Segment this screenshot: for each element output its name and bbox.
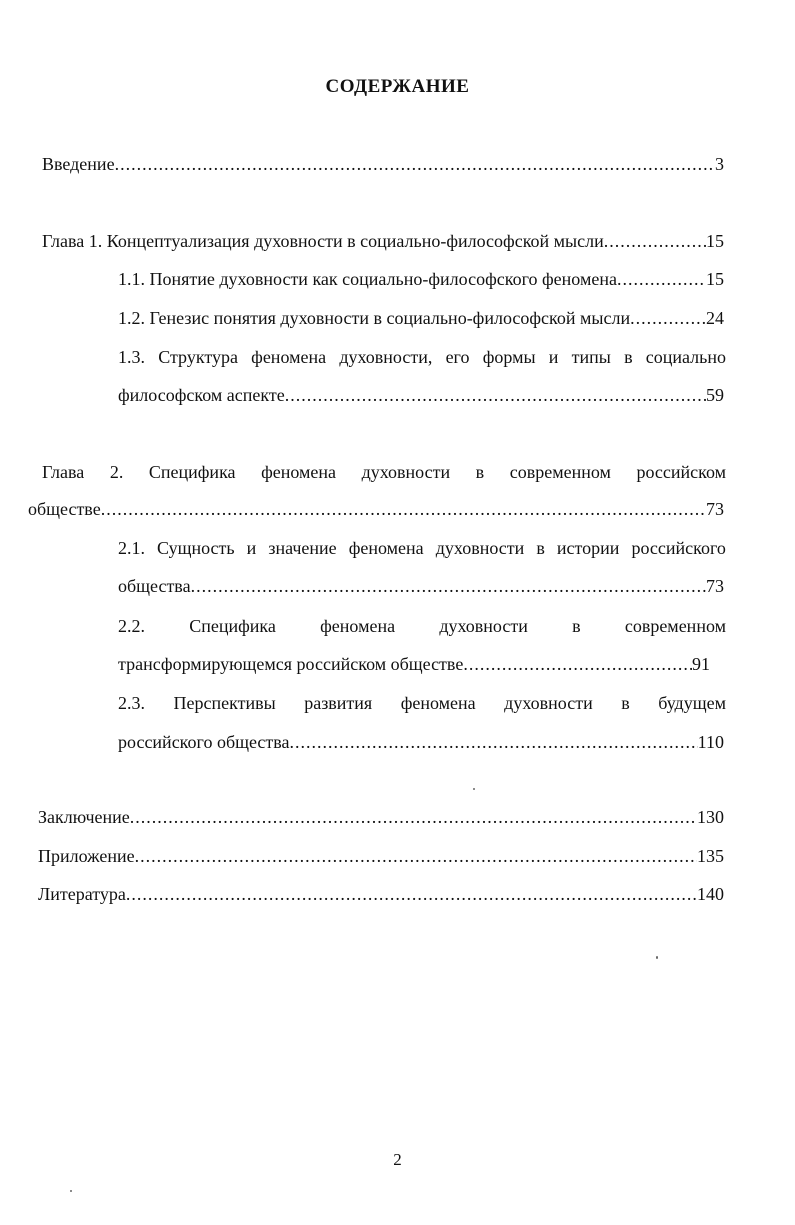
toc-page: 59 xyxy=(706,385,724,405)
toc-entry-section-2-1-line-2 xyxy=(118,574,724,598)
toc-entry-section-1-3-line-2 xyxy=(118,383,724,407)
word: Сущность xyxy=(157,538,235,558)
dot-leader xyxy=(130,805,697,829)
toc-entry-section-2-1-line-1 xyxy=(118,536,726,560)
word: социально xyxy=(645,347,726,367)
toc-page: 135 xyxy=(697,846,724,866)
toc-label: 1.1. Понятие духовности как социально-философского феномена xyxy=(118,269,617,289)
word: истории xyxy=(556,538,620,558)
word: современном xyxy=(509,462,611,482)
word: духовности xyxy=(361,462,451,482)
word: в xyxy=(475,462,485,482)
word: Перспективы xyxy=(173,693,276,713)
word: духовности xyxy=(435,538,525,558)
word: Специфика xyxy=(189,616,276,636)
toc-page: 24 xyxy=(706,308,724,328)
toc-entry-conclusion xyxy=(38,805,724,829)
word: его xyxy=(445,347,470,367)
toc-entry-section-2-3-line-1 xyxy=(118,691,726,715)
toc-label: Введение xyxy=(42,154,115,174)
word: Структура xyxy=(158,347,238,367)
toc-page: 3 xyxy=(715,154,724,174)
dot-leader xyxy=(135,844,697,868)
toc-entry-section-2-2-line-2 xyxy=(118,652,710,676)
toc-entry-section-2-3-line-2 xyxy=(118,730,724,754)
toc-page: 15 xyxy=(706,231,724,251)
dot-leader xyxy=(285,383,706,407)
toc-label: Заключение xyxy=(38,807,130,827)
dot-leader xyxy=(617,267,706,291)
toc-label: 1.2. Генезис понятия духовности в социально-философской мысли xyxy=(118,308,631,328)
toc-label: философском аспекте xyxy=(118,385,285,405)
word: 2. xyxy=(109,462,124,482)
word: 2.1. xyxy=(118,538,145,558)
toc-entry-appendix xyxy=(38,844,724,868)
word: в xyxy=(621,693,630,713)
toc-entry-chapter-1 xyxy=(42,229,724,253)
toc-label: Приложение xyxy=(38,846,135,866)
toc-label: трансформирующемся российском обществе xyxy=(118,654,464,674)
toc-label: Глава 1. Концептуализация духовности в социально-философской мысли xyxy=(42,231,604,251)
toc-entry-chapter-2-line-2 xyxy=(28,497,724,521)
dot-leader xyxy=(290,730,698,754)
toc-entry-section-1-3-line-1 xyxy=(118,345,726,369)
toc-page: 73 xyxy=(706,576,724,596)
toc-page: 91 xyxy=(692,654,710,674)
word: и xyxy=(246,538,257,558)
toc-label: обществе xyxy=(28,499,101,519)
word: в xyxy=(536,538,545,558)
word: феномена xyxy=(251,347,327,367)
word: в xyxy=(624,347,633,367)
dot-leader xyxy=(463,652,692,676)
word: феномена xyxy=(348,538,424,558)
word: типы xyxy=(571,347,611,367)
toc-entry-section-1-1 xyxy=(118,267,724,291)
word: феномена xyxy=(261,462,337,482)
word: российского xyxy=(631,538,726,558)
dot-leader xyxy=(604,229,706,253)
toc-page: 73 xyxy=(706,499,724,519)
toc-page: 15 xyxy=(706,269,724,289)
word: 2.3. xyxy=(118,693,145,713)
scan-speck xyxy=(70,1190,72,1192)
dot-leader xyxy=(630,306,706,330)
word: Специфика xyxy=(148,462,236,482)
dot-leader xyxy=(191,574,706,598)
toc-entry-literature xyxy=(38,882,724,906)
word: развития xyxy=(304,693,373,713)
toc-entry-section-1-2 xyxy=(118,306,724,330)
page-title: СОДЕРЖАНИЕ xyxy=(325,76,470,97)
word: будущем xyxy=(658,693,726,713)
page-number: 2 xyxy=(393,1150,402,1169)
toc-label: общества xyxy=(118,576,191,596)
word: и xyxy=(548,347,559,367)
word: духовности xyxy=(439,616,528,636)
scan-speck xyxy=(656,956,658,959)
word: духовности, xyxy=(339,347,433,367)
word: формы xyxy=(482,347,536,367)
word: духовности xyxy=(504,693,593,713)
toc-page: 130 xyxy=(697,807,724,827)
dot-leader xyxy=(115,152,715,176)
dot-leader xyxy=(101,497,706,521)
word: 2.2. xyxy=(118,616,145,636)
toc-page: 110 xyxy=(697,732,724,752)
toc-page: 140 xyxy=(697,884,724,904)
word: значение xyxy=(268,538,337,558)
toc-entry-chapter-2-line-1 xyxy=(42,460,726,484)
word: современном xyxy=(624,616,726,636)
word: Глава xyxy=(42,462,85,482)
word: в xyxy=(572,616,581,636)
word: феномена xyxy=(400,693,476,713)
toc-label: Литература xyxy=(38,884,126,904)
toc-label: российского общества xyxy=(118,732,290,752)
word: 1.3. xyxy=(118,347,145,367)
word: феномена xyxy=(320,616,396,636)
word: российском xyxy=(636,462,726,482)
dot-leader xyxy=(126,882,697,906)
scan-speck xyxy=(473,788,475,790)
toc-entry-intro xyxy=(42,152,724,176)
toc-entry-section-2-2-line-1 xyxy=(118,614,726,638)
